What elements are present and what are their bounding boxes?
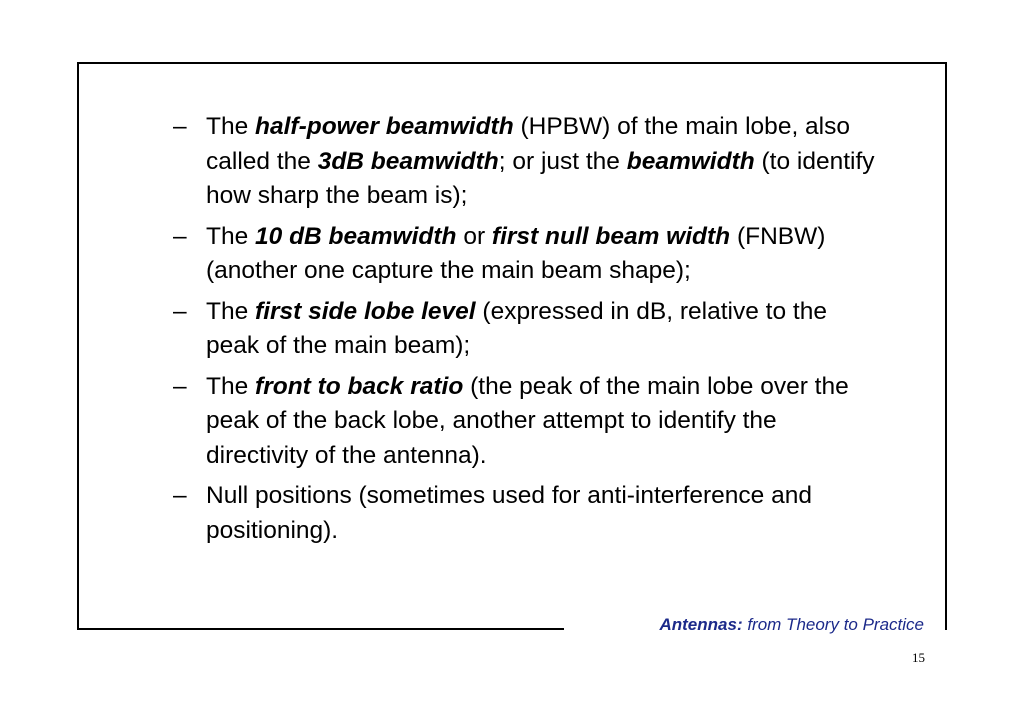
bullet-dash: – xyxy=(173,222,187,250)
emphasized-term: 10 dB beamwidth xyxy=(255,222,457,250)
bullet-text: The xyxy=(206,297,256,325)
bullet-dash: – xyxy=(173,297,187,325)
bullet-text: or xyxy=(456,222,492,250)
bullet-text: Null positions (sometimes used for anti-interference and positioning). xyxy=(206,482,812,544)
bullet-text: (FNBW) (another one capture the main beam shape); xyxy=(206,222,826,284)
bullet-item xyxy=(173,220,878,289)
footer-book-title-bold: Antennas: xyxy=(659,615,743,634)
bullet-item xyxy=(173,370,878,474)
bullet-item xyxy=(173,295,878,364)
slide-frame-left-border xyxy=(77,62,79,630)
emphasized-term: half-power beamwidth xyxy=(255,113,514,140)
bullet-text: The xyxy=(206,372,256,400)
bullet-text: The xyxy=(206,222,256,250)
bullet-item xyxy=(173,479,878,548)
slide-frame-top-border xyxy=(77,62,947,64)
slide-frame-right-border xyxy=(945,62,947,630)
footer-book-title-subtitle: from Theory to Practice xyxy=(742,615,924,634)
footer-book-title xyxy=(659,615,924,635)
emphasized-term: 3dB beamwidth xyxy=(317,147,499,175)
bullet-list xyxy=(173,110,878,554)
bullet-text: (the peak of the main lobe over the peak of the back lobe, another attempt to identify the directivity of the antenna). xyxy=(206,372,849,469)
bullet-text: (HPBW) of the main lobe, also called the xyxy=(206,113,850,175)
bullet-dash: – xyxy=(173,482,187,509)
slide-frame-bottom-border xyxy=(77,628,564,630)
page-number: 15 xyxy=(912,650,925,665)
emphasized-term: first side lobe level xyxy=(255,297,476,325)
emphasized-term: beamwidth xyxy=(626,147,755,175)
bullet-text: (expressed in dB, relative to the peak of the main beam); xyxy=(206,297,827,359)
bullet-dash: – xyxy=(173,372,187,400)
bullet-text: (to identify how sharp the beam is); xyxy=(206,147,875,209)
bullet-dash: – xyxy=(173,113,187,140)
emphasized-term: front to back ratio xyxy=(255,372,464,400)
emphasized-term: first null beam width xyxy=(491,222,731,250)
bullet-item xyxy=(173,110,878,214)
bullet-text: ; or just the xyxy=(498,147,627,175)
bullet-text: The xyxy=(206,113,256,140)
